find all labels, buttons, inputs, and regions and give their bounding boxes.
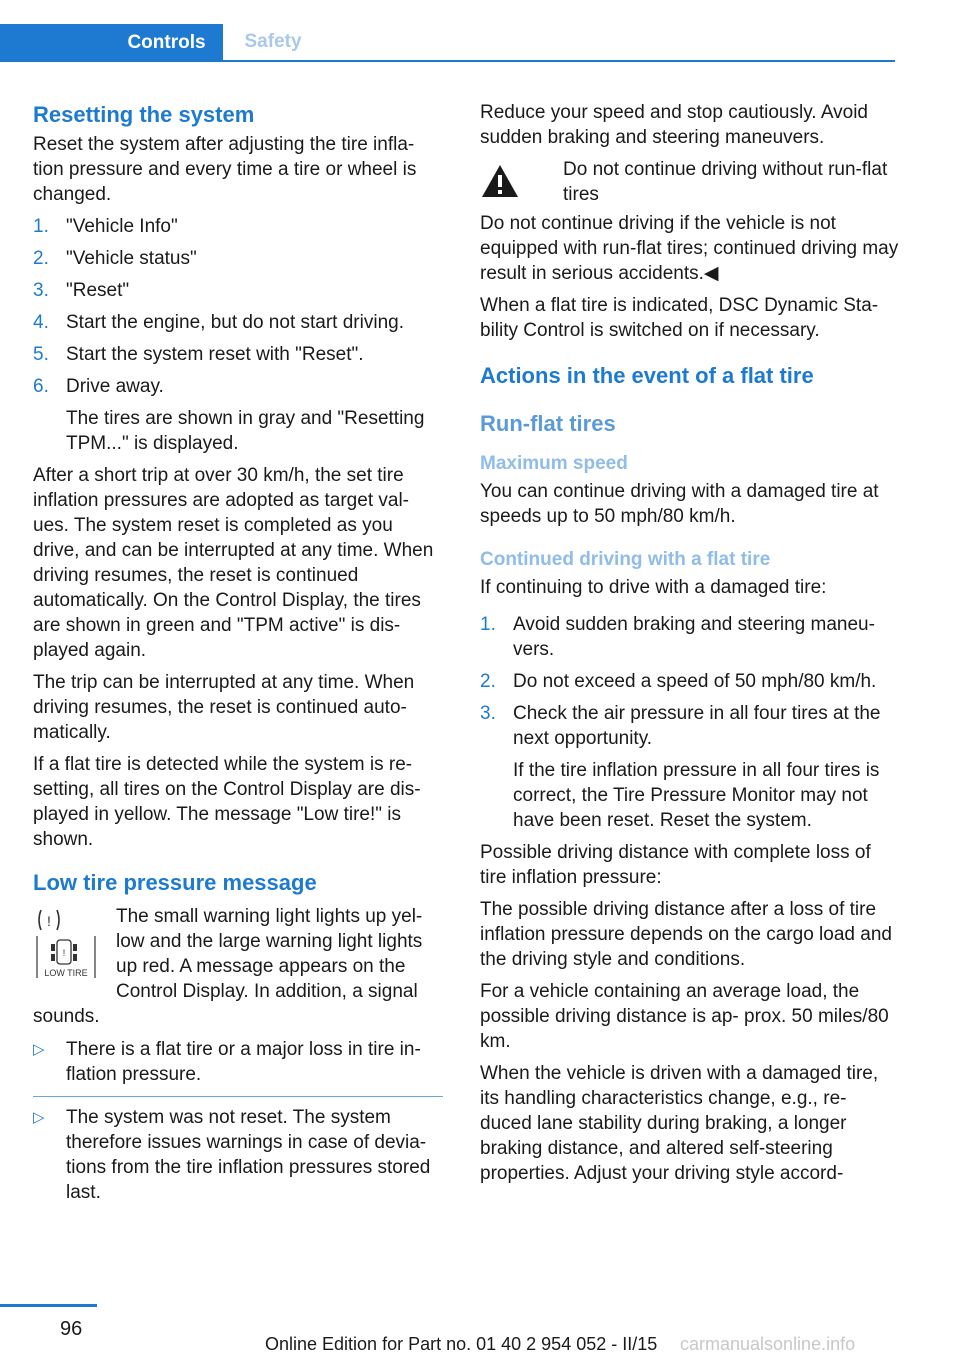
run-flat-heading: Run-flat tires: [480, 411, 616, 436]
reset-intro: Reset the system after adjusting the tire infla‐ tion pressure and every time a tire or wheel is changed.: [33, 134, 417, 205]
warning-box: [480, 157, 900, 207]
list-item: [480, 701, 900, 833]
list-item: [33, 214, 443, 239]
reset-paragraph-1: After a short trip at over 30 km/h, the set tire inflation pressures are adopted as target val‐ ues. The system reset is completed as you drive, and can be interrupted at any time. When driving resumes, the reset is continued automatically. On the Control Display, the tires are shown in green and "TPM active" is dis‐ played again.: [33, 465, 434, 661]
reset-paragraph-3: If a flat tire is detected while the system is re‐ setting, all tires on the Control Display are dis‐ played in yellow. The message "Low tire!" is shown.: [33, 754, 421, 850]
watermark: carmanualsonline.info: [680, 1334, 856, 1354]
step-continuation: If the tire inflation pressure in all four tires is correct, the Tire Pressure Monitor may not have been reset. Reset the system.: [513, 760, 880, 831]
right-column: [480, 100, 900, 1193]
bullet-text: There is a flat tire or a major loss in tire in‐ flation pressure.: [66, 1039, 421, 1085]
handling-text: When the vehicle is driven with a damaged tire, its handling characteristics change, e.g., re‐ duced lane stability during braking, a longer braking distance, and altered self-steering properties. Adjust your driving style accord‐: [480, 1063, 879, 1184]
step-number: 5.: [33, 344, 49, 365]
tab-controls[interactable]: Controls: [0, 24, 223, 62]
tire-pressure-warning-icon: [33, 904, 113, 984]
step-number: 1.: [480, 614, 496, 635]
list-item: [33, 374, 443, 456]
header-divider: [0, 60, 895, 62]
list-item: [33, 1105, 443, 1214]
step-text: "Reset": [66, 280, 130, 301]
list-item: [33, 278, 443, 303]
list-item: [480, 669, 900, 694]
actions-heading: Actions in the event of a flat tire: [480, 363, 814, 388]
left-column: [33, 100, 443, 1222]
step-text: Start the engine, but do not start driving.: [66, 312, 404, 333]
step-number: 4.: [33, 312, 49, 333]
triangle-bullet-icon: ▷: [33, 1041, 45, 1058]
step-text: "Vehicle Info": [66, 216, 178, 237]
flat-tire-steps: [480, 612, 900, 833]
tire-warning-lights: [33, 904, 113, 984]
warning-body: Do not continue driving if the vehicle is not equipped with run-flat tires; continued driving may result in serious accidents.◀: [480, 213, 899, 284]
low-tire-label: LOW TIRE: [44, 968, 88, 978]
edition-text: Online Edition for Part no. 01 40 2 954 052 - II/15: [265, 1334, 658, 1354]
low-tire-text: The small warning light lights up yel‐ low and the large warning light lights up red. A message appears on the Control Display. In addition, a signal sounds.: [33, 906, 423, 1027]
step-number: 3.: [33, 280, 49, 301]
reset-heading: Resetting the system: [33, 102, 255, 127]
step-text: Check the air pressure in all four tires at the next opportunity.: [513, 703, 881, 749]
header-tabs: [0, 24, 895, 62]
step-number: 1.: [33, 216, 49, 237]
reduce-speed-text: Reduce your speed and stop cautiously. Avoid sudden braking and steering maneuvers.: [480, 102, 868, 148]
step-text: Drive away.: [66, 376, 164, 397]
list-item: [33, 342, 443, 367]
list-item: [33, 310, 443, 335]
step-text: Do not exceed a speed of 50 mph/80 km/h.: [513, 671, 877, 692]
step-number: 2.: [33, 248, 49, 269]
page-number: 96: [60, 1318, 83, 1340]
step-text: Start the system reset with "Reset".: [66, 344, 364, 365]
dsc-text: When a flat tire is indicated, DSC Dynamic Sta‐ bility Control is switched on if necessary.: [480, 295, 879, 341]
step-number: 2.: [480, 671, 496, 692]
continued-intro: If continuing to drive with a damaged tire:: [480, 577, 827, 598]
tab-safety[interactable]: Safety: [244, 31, 302, 52]
footer-divider: [0, 1304, 97, 1307]
driving-distance-heading-text: Possible driving distance with complete loss of tire inflation pressure:: [480, 842, 871, 888]
list-item: [33, 246, 443, 271]
step-number: 6.: [33, 376, 49, 397]
reset-steps: [33, 214, 443, 456]
step-number: 3.: [480, 703, 496, 724]
bullet-text: The system was not reset. The system therefore issues warnings in case of devia‐ tions from the tire inflation pressures stored last.: [66, 1107, 431, 1203]
low-tire-causes: [33, 1037, 443, 1214]
warning-triangle-icon: [480, 163, 520, 199]
warning-title: Do not continue driving without run-flat tires: [563, 159, 888, 205]
triangle-bullet-icon: ▷: [33, 1109, 45, 1126]
step-text: Avoid sudden braking and steering maneu‐ vers.: [513, 614, 875, 660]
list-item: [480, 612, 900, 662]
max-speed-text: You can continue driving with a damaged tire at speeds up to 50 mph/80 km/h.: [480, 481, 879, 527]
max-speed-heading: Maximum speed: [480, 453, 628, 474]
svg-text:!: !: [47, 913, 51, 929]
svg-text:!: !: [62, 948, 66, 958]
step-continuation: The tires are shown in gray and "Resetting TPM..." is displayed.: [66, 408, 425, 454]
continued-driving-heading: Continued driving with a flat tire: [480, 549, 771, 570]
average-load-text: For a vehicle containing an average load, the possible driving distance is ap‐ prox. 50 miles/80 km.: [480, 981, 889, 1052]
list-item: [33, 1037, 443, 1097]
reset-paragraph-2: The trip can be interrupted at any time. When driving resumes, the reset is continued auto‐ matically.: [33, 672, 415, 743]
low-pressure-heading: Low tire pressure message: [33, 870, 317, 895]
driving-distance-text: The possible driving distance after a loss of tire inflation pressure depends on the cargo load and the driving style and conditions.: [480, 899, 892, 970]
step-text: "Vehicle status": [66, 248, 197, 269]
low-tire-message: [33, 904, 443, 1029]
